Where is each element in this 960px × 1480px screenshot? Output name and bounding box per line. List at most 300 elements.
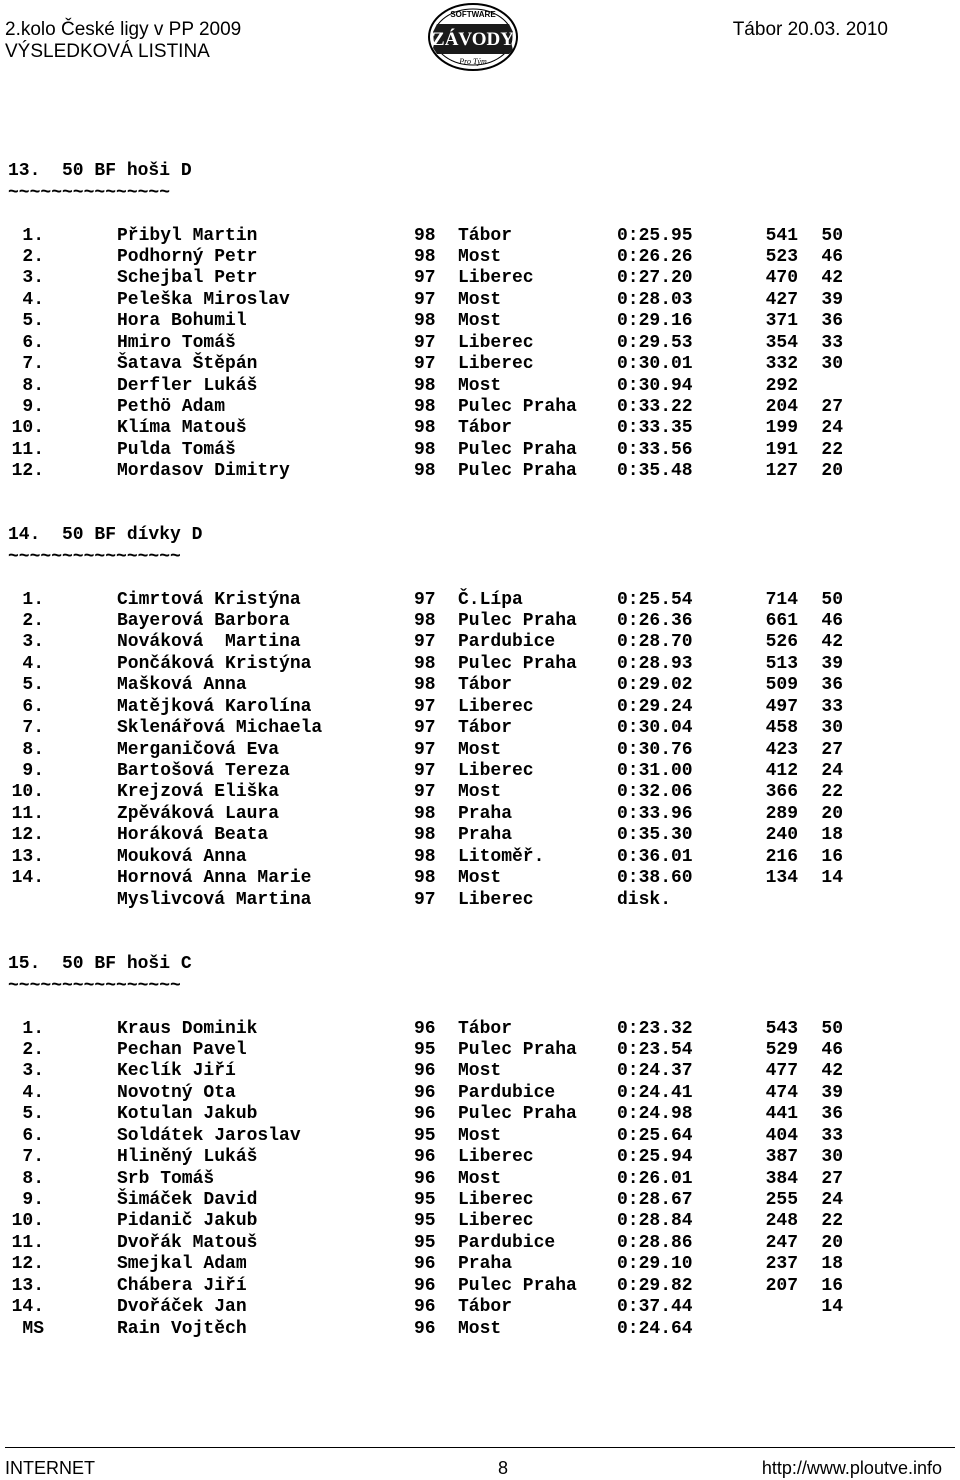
row-name: Chábera Jiří [117,1275,247,1296]
row-time: 0:29.10 [617,1254,693,1275]
row-club: Tábor [458,1297,513,1318]
row-club: Most [458,246,502,267]
row-points: 292 [765,375,798,396]
table-row [8,825,958,846]
row-rank-points: 33 [821,696,843,717]
row-name: Horáková Beata [117,825,269,846]
row-rank-points: 39 [821,1082,843,1103]
row-club: Tábor [458,225,513,246]
row-rank: 12. [11,825,44,846]
row-year: 98 [414,653,436,674]
row-rank: 5. [22,1104,44,1125]
row-points: 134 [765,868,798,889]
table-row [8,804,958,825]
row-rank: 1. [22,225,44,246]
table-row [8,1019,958,1040]
row-name: Hliněný Lukáš [117,1147,258,1168]
row-time: 0:23.54 [617,1039,693,1060]
row-rank-points: 50 [821,589,843,610]
row-rank: 14. [11,868,44,889]
table-row [8,1233,958,1254]
row-club: Liberec [458,1147,534,1168]
table-row [8,1319,958,1340]
row-year: 95 [414,1232,436,1253]
row-time: 0:24.37 [617,1061,693,1082]
row-name: Hora Bohumil [117,311,247,332]
table-row [8,697,958,718]
row-points: 477 [765,1061,798,1082]
row-year: 95 [414,1039,436,1060]
row-name: Nováková Martina [117,632,301,653]
row-points: 541 [765,225,798,246]
row-rank: 3. [22,632,44,653]
row-time: 0:30.76 [617,739,693,760]
row-year: 97 [414,782,436,803]
row-rank: 7. [22,718,44,739]
row-rank: 7. [22,354,44,375]
row-year: 97 [414,268,436,289]
row-time: 0:28.70 [617,632,693,653]
row-points: 423 [765,739,798,760]
row-points: 127 [765,461,798,482]
row-year: 98 [414,225,436,246]
row-club: Tábor [458,1018,513,1039]
row-club: Most [458,1061,502,1082]
row-name: Šatava Štěpán [117,354,258,375]
row-year: 96 [414,1168,436,1189]
row-points: 204 [765,397,798,417]
table-row [8,632,958,653]
row-rank-points: 22 [821,439,843,460]
row-time: 0:24.41 [617,1082,693,1103]
row-rank: 14. [11,1297,44,1318]
row-club: Pulec Praha [458,1104,577,1125]
row-points: 513 [765,653,798,674]
row-name: Zpěváková Laura [117,803,280,824]
row-points: 247 [765,1232,798,1253]
row-rank-points: 24 [821,761,843,781]
row-year: 98 [414,311,436,332]
row-name: Mouková Anna [117,846,247,867]
row-club: Liberec [458,354,534,375]
row-club: Most [458,311,502,332]
row-rank: 11. [11,439,44,460]
row-rank: 4. [22,653,44,674]
row-year: 98 [414,825,436,846]
row-time: 0:25.54 [617,589,693,610]
row-rank-points: 20 [821,461,843,482]
row-club: Most [458,289,502,310]
row-year: 98 [414,397,436,417]
row-rank: 8. [22,375,44,396]
row-points: 255 [765,1190,798,1210]
row-name: Mašková Anna [117,675,247,696]
row-club: Pardubice [458,632,556,653]
row-time: 0:30.04 [617,718,693,739]
row-rank: 2. [22,610,44,631]
row-club: Pulec Praha [458,1039,577,1060]
row-club: Pulec Praha [458,439,577,460]
row-points: 661 [765,610,798,631]
row-name: Hornová Anna Marie [117,868,312,889]
row-time: disk. [617,889,672,910]
results-table [8,226,958,483]
row-club: Pardubice [458,1082,556,1103]
row-name: Pulda Tomáš [117,439,236,460]
row-rank-points: 16 [821,1275,843,1296]
footer-divider [5,1447,955,1448]
footer-url[interactable]: http://www.ploutve.info [761,1458,942,1478]
row-time: 0:25.94 [617,1147,693,1168]
row-points: 207 [765,1275,798,1296]
row-year: 98 [414,246,436,267]
row-rank: MS [22,1318,44,1339]
row-time: 0:26.26 [617,246,693,267]
row-points: 458 [765,718,798,739]
row-rank: 13. [11,1275,44,1296]
row-club: Č.Lípa [458,589,523,610]
row-club: Tábor [458,718,513,739]
row-time: 0:29.53 [617,332,693,353]
row-rank-points: 18 [821,825,843,846]
row-year: 97 [414,289,436,310]
table-row [8,354,958,375]
row-rank-points: 30 [821,1147,843,1168]
section-title: 13. 50 BF hoši D [8,161,192,181]
row-time: 0:37.44 [617,1297,693,1318]
row-club: Pardubice [458,1232,556,1253]
row-points: 354 [765,332,798,353]
row-name: Cimrtová Kristýna [117,589,301,610]
results-section-15 [8,954,958,1340]
table-row [8,675,958,696]
row-points: 543 [765,1018,798,1039]
row-time: 0:29.16 [617,311,693,332]
row-time: 0:32.06 [617,782,693,803]
row-time: 0:33.96 [617,803,693,824]
row-name: Myslivcová Martina [117,889,312,910]
table-row [8,611,958,632]
row-year: 98 [414,868,436,889]
row-name: Matějková Karolína [117,696,312,717]
table-row [8,740,958,761]
row-name: Soldátek Jaroslav [117,1125,301,1146]
row-rank: 5. [22,675,44,696]
table-row [8,333,958,354]
row-club: Liberec [458,1211,534,1232]
row-rank: 8. [22,1168,44,1189]
row-name: Peleška Miroslav [117,289,290,310]
table-row [8,1211,958,1232]
table-row [8,290,958,311]
row-time: 0:24.64 [617,1318,693,1339]
row-club: Litoměř. [458,846,545,867]
row-time: 0:28.86 [617,1232,693,1253]
row-rank: 11. [11,803,44,824]
table-row [8,1083,958,1104]
row-points: 237 [765,1254,798,1275]
table-row [8,718,958,739]
logo-top-text: SOFTWARE [450,10,496,19]
row-rank-points: 22 [821,782,843,803]
row-club: Praha [458,803,513,824]
row-time: 0:35.48 [617,461,693,482]
section-underline: ~~~~~~~~~~~~~~~ [8,182,171,203]
table-row [8,868,958,889]
row-year: 98 [414,418,436,439]
table-row [8,847,958,868]
row-year: 97 [414,739,436,760]
row-points: 523 [765,246,798,267]
row-name: Krejzová Eliška [117,782,280,803]
row-year: 97 [414,718,436,739]
row-rank-points: 36 [821,1104,843,1125]
row-year: 97 [414,332,436,353]
row-points: 714 [765,589,798,610]
row-name: Rain Vojtěch [117,1318,247,1339]
row-points: 199 [765,418,798,439]
row-rank-points: 50 [821,225,843,246]
row-rank: 4. [22,289,44,310]
row-name: Bartošová Tereza [117,761,290,781]
row-rank-points: 33 [821,1125,843,1146]
row-club: Most [458,782,502,803]
row-year: 97 [414,761,436,781]
table-row [8,418,958,439]
row-rank-points: 22 [821,1211,843,1232]
row-points: 289 [765,803,798,824]
row-rank-points: 42 [821,632,843,653]
row-time: 0:28.67 [617,1190,693,1210]
row-year: 96 [414,1147,436,1168]
row-time: 0:30.94 [617,375,693,396]
row-rank-points: 16 [821,846,843,867]
row-rank: 10. [11,782,44,803]
row-time: 0:25.64 [617,1125,693,1146]
row-points: 248 [765,1211,798,1232]
row-club: Pulec Praha [458,1275,577,1296]
row-club: Most [458,1168,502,1189]
row-points: 191 [765,439,798,460]
row-points: 474 [765,1082,798,1103]
table-row [8,1040,958,1061]
row-rank: 11. [11,1232,44,1253]
row-rank: 2. [22,246,44,267]
row-time: 0:38.60 [617,868,693,889]
row-points: 427 [765,289,798,310]
row-name: Schejbal Petr [117,268,258,289]
row-points: 384 [765,1168,798,1189]
table-row [8,226,958,247]
row-name: Šimáček David [117,1190,258,1210]
row-time: 0:26.36 [617,610,693,631]
row-club: Most [458,1318,502,1339]
row-name: Podhorný Petr [117,246,258,267]
row-rank: 8. [22,739,44,760]
row-time: 0:28.93 [617,653,693,674]
row-rank-points: 20 [821,1232,843,1253]
row-name: Srb Tomáš [117,1168,215,1189]
logo-bottom-text: Pro Tým [459,57,487,66]
row-rank: 12. [11,1254,44,1275]
row-points: 366 [765,782,798,803]
row-club: Most [458,739,502,760]
table-row [8,461,958,482]
place-date: Tábor 20.03. 2010 [732,19,888,40]
table-row [8,1297,958,1318]
row-year: 97 [414,632,436,653]
row-rank: 7. [22,1147,44,1168]
row-time: 0:23.32 [617,1018,693,1039]
row-rank: 10. [11,418,44,439]
row-time: 0:27.20 [617,268,693,289]
section-title: 14. 50 BF dívky D [8,525,203,545]
row-points: 412 [765,761,798,781]
table-row [8,268,958,289]
row-rank: 3. [22,268,44,289]
row-time: 0:33.56 [617,439,693,460]
section-title: 15. 50 BF hoši C [8,954,192,974]
row-rank: 9. [22,761,44,781]
row-rank-points: 14 [821,1297,843,1318]
table-row [8,1190,958,1211]
row-year: 98 [414,461,436,482]
row-name: Mordasov Dimitry [117,461,290,482]
row-rank: 1. [22,1018,44,1039]
row-points: 332 [765,354,798,375]
row-rank: 6. [22,696,44,717]
row-rank: 2. [22,1039,44,1060]
row-year: 97 [414,889,436,910]
row-name: Kraus Dominik [117,1018,258,1039]
row-club: Tábor [458,418,513,439]
row-year: 97 [414,354,436,375]
table-row [8,376,958,397]
row-points: 526 [765,632,798,653]
row-name: Kotulan Jakub [117,1104,258,1125]
row-rank: 1. [22,589,44,610]
row-name: Pethö Adam [117,397,226,417]
row-rank-points: 27 [821,1168,843,1189]
table-row [8,590,958,611]
row-rank-points: 30 [821,718,843,739]
row-name: Pidanič Jakub [117,1211,258,1232]
row-year: 96 [414,1082,436,1103]
row-club: Liberec [458,761,534,781]
row-rank-points: 36 [821,675,843,696]
row-time: 0:28.03 [617,289,693,310]
table-row [8,1169,958,1190]
row-club: Pulec Praha [458,397,577,417]
table-row [8,440,958,461]
row-club: Most [458,868,502,889]
zavody-logo [427,2,519,72]
row-club: Tábor [458,675,513,696]
row-time: 0:33.35 [617,418,693,439]
row-year: 96 [414,1297,436,1318]
row-points: 497 [765,696,798,717]
logo-main-text: ZÁVODY [432,29,514,50]
row-name: Dvořák Matouš [117,1232,258,1253]
row-rank: 10. [11,1211,44,1232]
table-row [8,397,958,418]
row-time: 0:36.01 [617,846,693,867]
row-rank-points: 27 [821,739,843,760]
row-name: Dvořáček Jan [117,1297,247,1318]
section-underline: ~~~~~~~~~~~~~~~~ [8,546,181,567]
row-points: 441 [765,1104,798,1125]
row-club: Most [458,375,502,396]
row-club: Liberec [458,889,534,910]
row-points: 529 [765,1039,798,1060]
results-table [8,590,958,912]
table-row [8,761,958,782]
row-points: 509 [765,675,798,696]
row-rank-points: 46 [821,610,843,631]
table-row [8,1276,958,1297]
row-year: 98 [414,803,436,824]
row-rank-points: 27 [821,397,843,417]
table-row [8,1147,958,1168]
row-name: Pončáková Kristýna [117,653,312,674]
row-rank-points: 39 [821,653,843,674]
row-year: 98 [414,610,436,631]
row-club: Liberec [458,1190,534,1210]
row-rank-points: 46 [821,246,843,267]
row-rank: 6. [22,332,44,353]
row-club: Praha [458,825,513,846]
row-rank-points: 30 [821,354,843,375]
row-name: Keclík Jiří [117,1061,236,1082]
row-points: 404 [765,1125,798,1146]
row-club: Liberec [458,696,534,717]
row-year: 96 [414,1318,436,1339]
row-name: Novotný Ota [117,1082,236,1103]
row-time: 0:31.00 [617,761,693,781]
row-club: Liberec [458,268,534,289]
row-year: 98 [414,675,436,696]
footer-label: INTERNET [5,1458,95,1478]
row-rank-points: 14 [821,868,843,889]
row-rank: 3. [22,1061,44,1082]
table-row [8,1126,958,1147]
row-name: Merganičová Eva [117,739,280,760]
row-time: 0:25.95 [617,225,693,246]
row-rank: 5. [22,311,44,332]
row-year: 95 [414,1190,436,1210]
row-rank-points: 42 [821,1061,843,1082]
row-year: 96 [414,1254,436,1275]
page-number: 8 [498,1458,509,1478]
table-row [8,311,958,332]
table-row [8,654,958,675]
results-section-14 [8,525,958,911]
row-rank-points: 36 [821,311,843,332]
row-time: 0:24.98 [617,1104,693,1125]
section-underline: ~~~~~~~~~~~~~~~~ [8,975,181,996]
row-rank-points: 18 [821,1254,843,1275]
row-points: 470 [765,268,798,289]
row-rank-points: 33 [821,332,843,353]
table-row [8,1061,958,1082]
table-row [8,1254,958,1275]
row-name: Klíma Matouš [117,418,247,439]
row-name: Sklenářová Michaela [117,718,323,739]
row-year: 95 [414,1211,436,1232]
row-points: 371 [765,311,798,332]
row-club: Pulec Praha [458,610,577,631]
row-name: Derfler Lukáš [117,375,258,396]
